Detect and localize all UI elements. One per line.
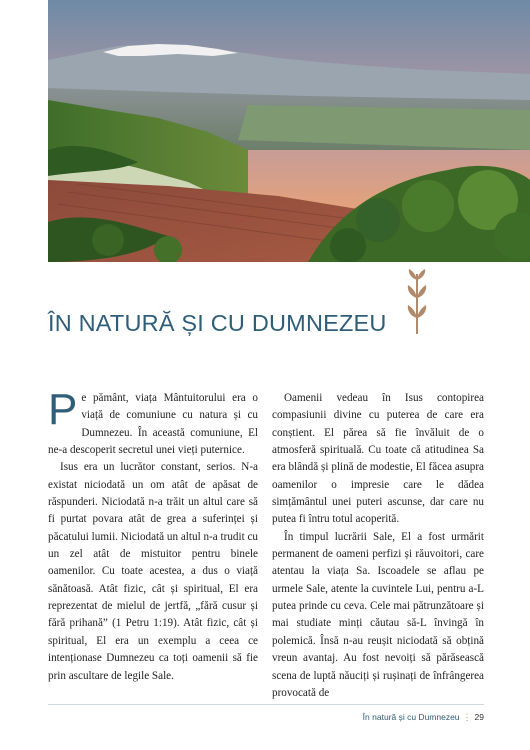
paragraph: Oamenii vedeau în Isus contopirea compasiunii divine cu puterea de care era conștient. El părea să fie învăluit de o atmosferă spirituală. Cu toate că atitudinea Sa era blândă și plină de modestie, El făcea asupra oamenilor o impresie care le dădea simțământul unei puteri ascunse, dar care nu putea fi întru totul acoperită. xyxy=(272,392,484,526)
drop-cap: P xyxy=(48,385,78,434)
paragraph: În timpul lucrării Sale, El a fost urmărit permanent de oameni perfizi și răuvoitori, care atentau la viața Sa. Iscoadele se aflau pe urmele Sale, atente la cuvintele Lui, pentru a-L putea prinde cu ceva. Cele mai pătrunzătoare și mai studiate minți căutau să-L învingă în polemică. Însă n-au reușit niciodată să obțină vreun avantaj. Au fost nevoiți să părăsească scena de luptă năuciți și rușinați de înfrângerea provocată de xyxy=(272,530,484,699)
footer-divider xyxy=(48,704,484,705)
page-footer xyxy=(363,712,484,723)
paragraph xyxy=(48,385,258,459)
page-title: ÎN NATURĂ ȘI CU DUMNEZEU xyxy=(48,310,387,336)
paragraph-text: e pământ, viața Mântuitorului era o viață de comuniune cu natura și cu Dumnezeu. În această comuniune, El ne-a descoperit secretul unei vieți puternice. xyxy=(48,392,258,457)
running-title: În natură și cu Dumnezeu xyxy=(362,712,460,722)
right-column xyxy=(272,390,484,702)
page-number: 29 xyxy=(474,712,484,722)
landscape-photo xyxy=(48,0,530,262)
paragraph: Isus era un lucrător constant, serios. N-a existat niciodată un om atât de apăsat de răspunderi. Niciodată n-a trăit un altul care să fi purtat povara atât de grea a suferinței și păcatului lumii. Niciodată un altul n-a trudit cu un zel atât de mistuitor pentru binele oamenilor. Cu toate acestea, a dus o viață sănătoasă. Atât fizic, cât și spiritual, El era reprezentat de mielul de jertfă, „fără cusur și fără prihană” (1 Petru 1:19). Atât fizic, cât și spiritual, El era un exemplu a ceea ce intenționase Dumnezeu ca toți oamenii să fie prin ascultare de legile Sale. xyxy=(48,461,258,682)
dots-separator-icon: ⋮ xyxy=(462,712,472,722)
left-column xyxy=(48,385,258,685)
wheat-sprig-icon xyxy=(402,268,432,338)
